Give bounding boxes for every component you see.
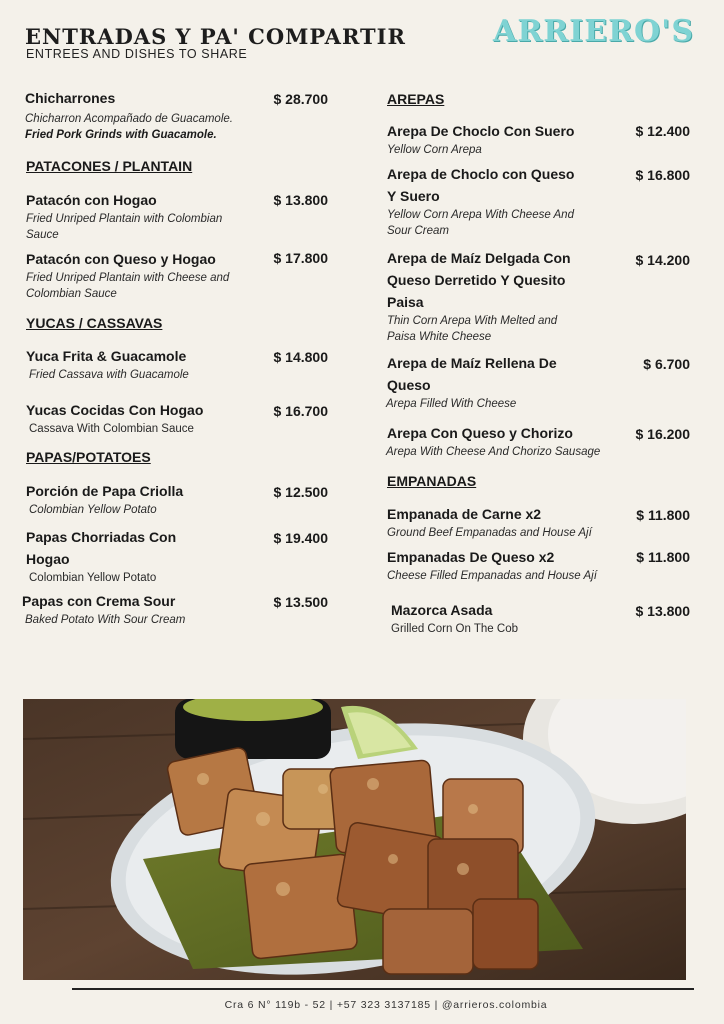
footer-divider	[72, 988, 694, 990]
item-description: Paisa White Cheese	[387, 331, 492, 343]
item-name: Empanadas De Queso x2	[387, 549, 555, 565]
menu-item-arepa-choclo-queso	[387, 163, 574, 239]
item-name: Patacón con Queso y Hogao	[26, 251, 216, 267]
menu-item-mazorca	[391, 599, 518, 637]
item-description: Arepa Filled With Cheese	[386, 398, 517, 410]
item-price: $ 13.800	[273, 192, 328, 208]
item-price: $ 19.400	[273, 530, 328, 546]
item-name: Arepa de Maíz Rellena De	[387, 355, 557, 371]
item-name: Porción de Papa Criolla	[26, 483, 184, 499]
item-name: Empanada de Carne x2	[387, 506, 542, 522]
menu-item-papas-chorriadas	[26, 526, 176, 586]
item-description: Yellow Corn Arepa	[387, 144, 482, 156]
item-price: $ 16.200	[635, 426, 690, 442]
menu-item-patacon-hogao	[26, 189, 222, 243]
item-name: Chicharrones	[25, 90, 116, 106]
item-price: $ 11.800	[636, 507, 690, 523]
menu-item-arepa-chorizo	[387, 422, 600, 460]
item-name: Patacón con Hogao	[26, 192, 157, 208]
brand-logo: ARRIERO'S	[493, 14, 694, 49]
menu-item-yuca-frita	[26, 345, 189, 383]
footer-contact: Cra 6 N° 119b - 52 | +57 323 3137185 | @arrieros.colombia	[224, 999, 548, 1011]
item-name: Arepa de Maíz Delgada Con	[387, 250, 571, 266]
item-name: Mazorca Asada	[391, 602, 493, 618]
item-price: $ 16.700	[273, 403, 328, 419]
section-arepas: AREPAS	[387, 91, 445, 107]
item-price: $ 13.500	[273, 594, 328, 610]
section-empanadas: EMPANADAS	[387, 473, 477, 489]
item-price: $ 16.800	[635, 167, 690, 183]
item-description: Fried Cassava with Guacamole	[29, 369, 189, 381]
menu-item-chicharrones	[25, 87, 233, 143]
chicharron-photo-illustration	[23, 699, 686, 980]
menu-item-papas-crema	[22, 590, 185, 628]
item-name: Papas Chorriadas Con	[26, 529, 177, 545]
item-description: Colombian Yellow Potato	[29, 572, 157, 584]
menu-item-arepa-rellena	[387, 352, 557, 412]
menu-item-arepa-delgada	[387, 247, 571, 345]
item-description: Yellow Corn Arepa With Cheese And	[387, 209, 574, 221]
item-name-line2: Y Suero	[387, 188, 440, 204]
item-description: Cheese Filled Empanadas and House Ají	[387, 570, 597, 582]
item-description: Colombian Sauce	[26, 288, 117, 300]
section-papas: PAPAS/POTATOES	[26, 449, 151, 465]
item-description-en: Fried Pork Grinds with Guacamole.	[25, 129, 217, 141]
item-description: Ground Beef Empanadas and House Ají	[387, 527, 592, 539]
item-price: $ 13.800	[635, 603, 690, 619]
item-description: Grilled Corn On The Cob	[391, 623, 518, 635]
item-name-line2: Queso	[387, 377, 431, 393]
item-description: Cassava With Colombian Sauce	[29, 423, 194, 435]
item-name-line2: Hogao	[26, 551, 70, 567]
item-description: Arepa With Cheese And Chorizo Sausage	[386, 446, 601, 458]
item-description: Baked Potato With Sour Cream	[25, 614, 186, 626]
item-description: Chicharron Acompañado de Guacamole.	[25, 113, 233, 125]
food-photo	[23, 699, 686, 980]
item-name-line3: Paisa	[387, 294, 424, 310]
item-description: Thin Corn Arepa With Melted and	[387, 315, 558, 327]
item-price: $ 14.200	[635, 252, 690, 268]
section-patacones: PATACONES / PLANTAIN	[26, 158, 193, 174]
menu-item-papa-criolla	[26, 480, 183, 518]
menu-item-patacon-queso	[26, 248, 229, 302]
section-yucas: YUCAS / CASSAVAS	[26, 315, 163, 331]
item-price: $ 6.700	[643, 356, 690, 372]
item-price: $ 17.800	[273, 250, 328, 266]
item-name-line2: Queso Derretido Y Quesito	[387, 272, 566, 288]
menu-item-empanada-carne	[387, 503, 592, 541]
item-description: Sauce	[26, 229, 59, 241]
item-price: $ 12.400	[635, 123, 690, 139]
page-subtitle: ENTREES AND DISHES TO SHARE	[26, 47, 248, 61]
item-price: $ 12.500	[273, 484, 328, 500]
item-description: Sour Cream	[387, 225, 449, 237]
item-price: $ 28.700	[273, 91, 328, 107]
item-price: $ 11.800	[636, 549, 690, 565]
item-description: Fried Unriped Plantain with Colombian	[26, 213, 223, 225]
item-name: Papas con Crema Sour	[22, 593, 176, 609]
item-name: Arepa De Choclo Con Suero	[387, 123, 575, 139]
item-name: Arepa de Choclo con Queso	[387, 166, 575, 182]
menu-item-yucas-cocidas	[26, 399, 203, 437]
item-name: Yucas Cocidas Con Hogao	[26, 402, 204, 418]
item-name: Arepa Con Queso y Chorizo	[387, 425, 573, 441]
item-price: $ 14.800	[273, 349, 328, 365]
page-title: ENTRADAS Y PA' COMPARTIR	[25, 24, 406, 49]
item-description: Colombian Yellow Potato	[29, 504, 157, 516]
item-description: Fried Unriped Plantain with Cheese and	[26, 272, 230, 284]
menu-item-arepa-choclo-suero	[387, 120, 574, 158]
menu-item-empanada-queso	[387, 546, 597, 584]
item-name: Yuca Frita & Guacamole	[26, 348, 187, 364]
